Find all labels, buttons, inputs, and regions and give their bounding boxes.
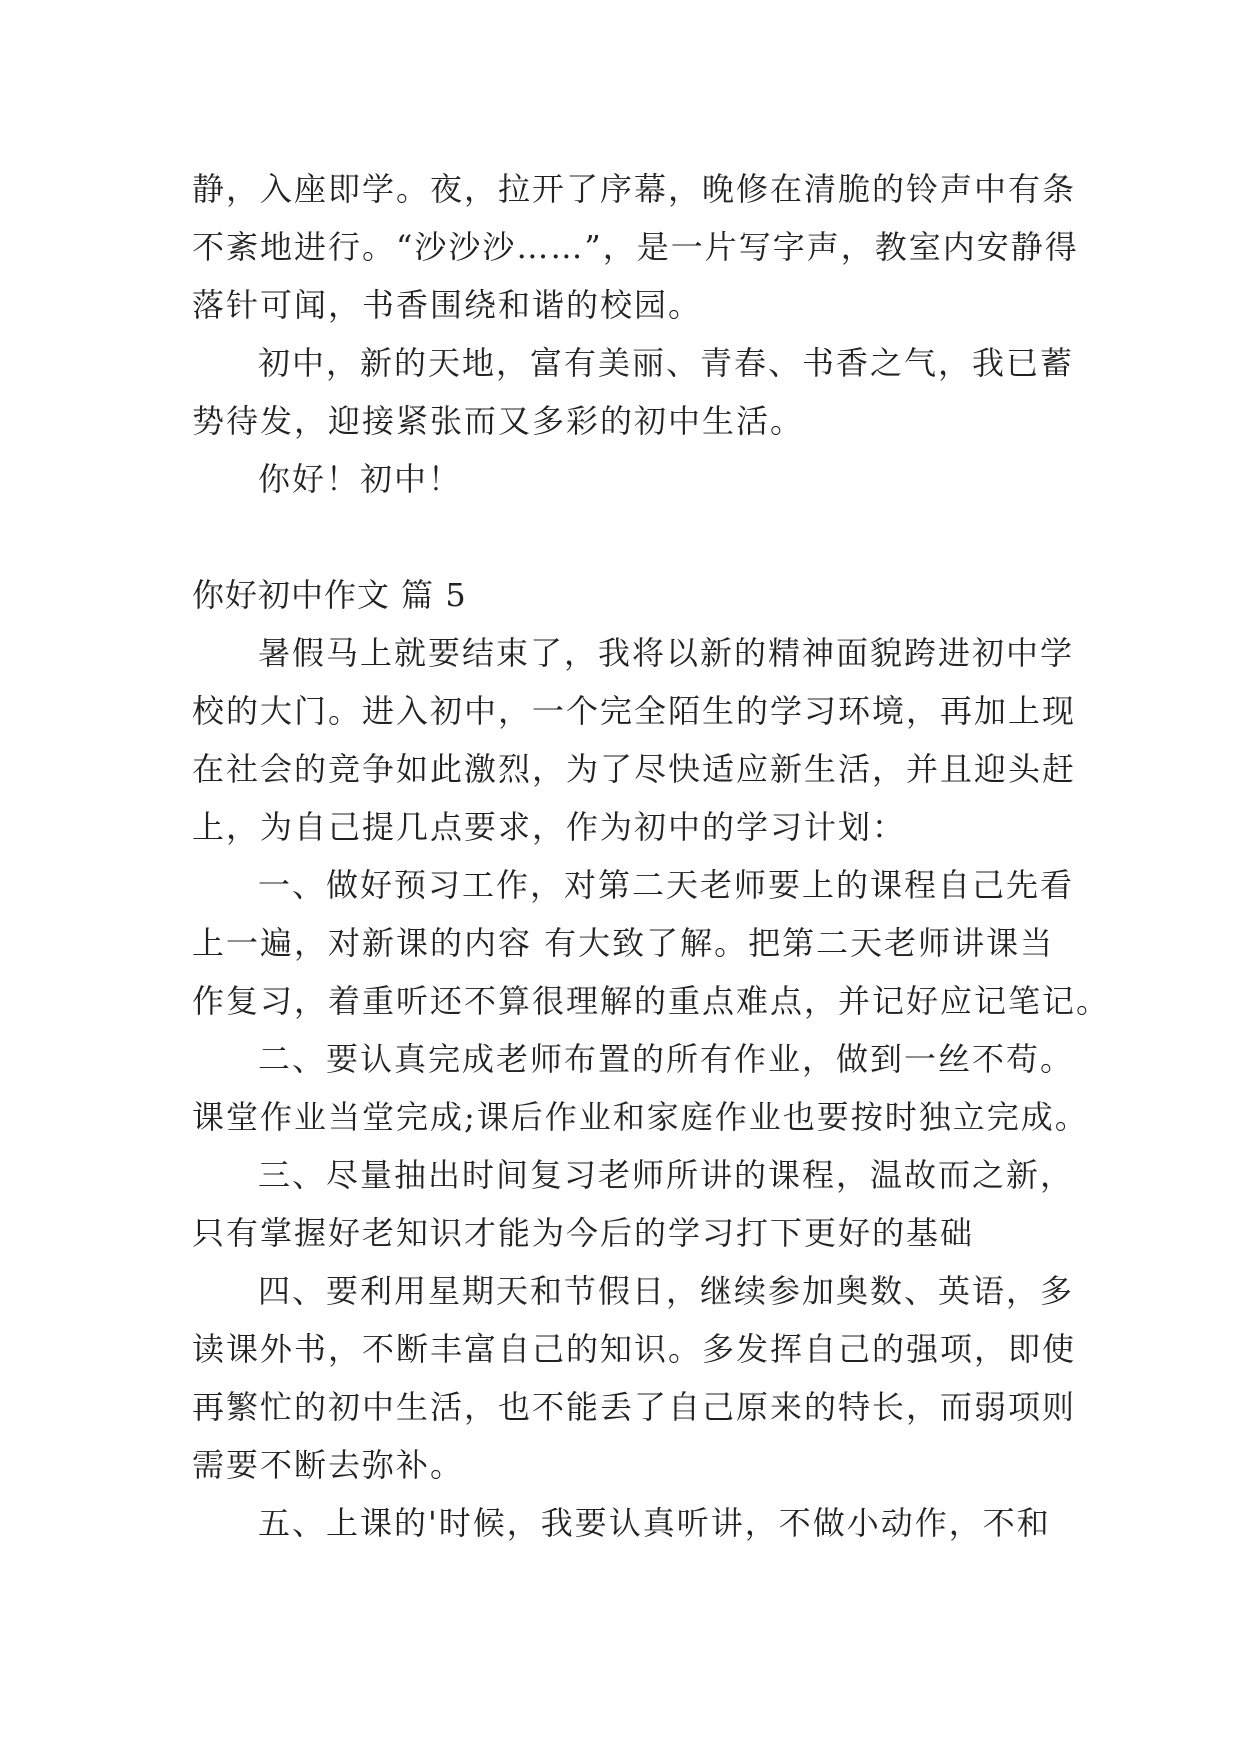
text-line: 你好！初中！: [258, 460, 463, 498]
paragraph-item-four: [192, 1262, 1077, 1494]
section-heading: 你好初中作文 篇 5: [192, 576, 467, 614]
paragraph-intro: [192, 624, 1077, 856]
text-line: 暑假马上就要结束了，我将以新的精神面貌跨进初中学: [258, 634, 1075, 672]
text-line: 校的大门。进入初中，一个完全陌生的学习环境，再加上现: [192, 692, 1077, 730]
text-line: 势待发，迎接紧张而又多彩的初中生活。: [192, 402, 805, 440]
text-line: 上，为自己提几点要求，作为初中的学习计划：: [192, 808, 907, 846]
text-line: 初中，新的天地，富有美丽、青春、书香之气，我已蓄: [258, 344, 1075, 382]
text-line: 五、上课的'时候，我要认真听讲，不做小动作，不和: [258, 1504, 1051, 1542]
text-line: 读课外书，不断丰富自己的知识。多发挥自己的强项，即使: [192, 1330, 1077, 1368]
section-gap: [192, 508, 1072, 566]
text-line: 再繁忙的初中生活，也不能丢了自己原来的特长，而弱项则: [192, 1388, 1077, 1426]
text-line: 需要不断去弥补。: [192, 1446, 465, 1484]
text-line: 二、要认真完成老师布置的所有作业，做到一丝不苟。: [258, 1040, 1075, 1078]
text-line: 作复习，着重听还不算很理解的重点难点，并记好应记笔记。: [192, 982, 1111, 1020]
text-line: 静，入座即学。夜，拉开了序幕，晚修在清脆的铃声中有条: [192, 170, 1077, 208]
text-line: 上一遍，对新课的内容 有大致了解。把第二天老师讲课当: [192, 924, 1055, 962]
paragraph-continued: [192, 160, 1079, 334]
text-line: 三、尽量抽出时间复习老师所讲的课程，温故而之新，: [258, 1156, 1075, 1194]
paragraph-item-five: [192, 1494, 1072, 1552]
paragraph-nihao: [192, 450, 1072, 508]
text-line: 不紊地进行。“沙沙沙……”，是一片写字声，教室内安静得: [192, 228, 1079, 266]
text-line: 在社会的竞争如此激烈，为了尽快适应新生活，并且迎头赶: [192, 750, 1077, 788]
text-line: 一、做好预习工作，对第二天老师要上的课程自己先看: [258, 866, 1075, 904]
paragraph-item-two: [192, 1030, 1089, 1146]
text-line: 四、要利用星期天和节假日，继续参加奥数、英语，多: [258, 1272, 1075, 1310]
text-line: 落针可闻，书香围绕和谐的校园。: [192, 286, 703, 324]
document-body: [192, 160, 1111, 1552]
text-line: 只有掌握好老知识才能为今后的学习打下更好的基础: [192, 1214, 975, 1252]
text-line: 课堂作业当堂完成;课后作业和家庭作业也要按时独立完成。: [192, 1098, 1089, 1136]
paragraph-item-three: [192, 1146, 1075, 1262]
paragraph-chuzhong: [192, 334, 1075, 450]
paragraph-item-one: [192, 856, 1111, 1030]
